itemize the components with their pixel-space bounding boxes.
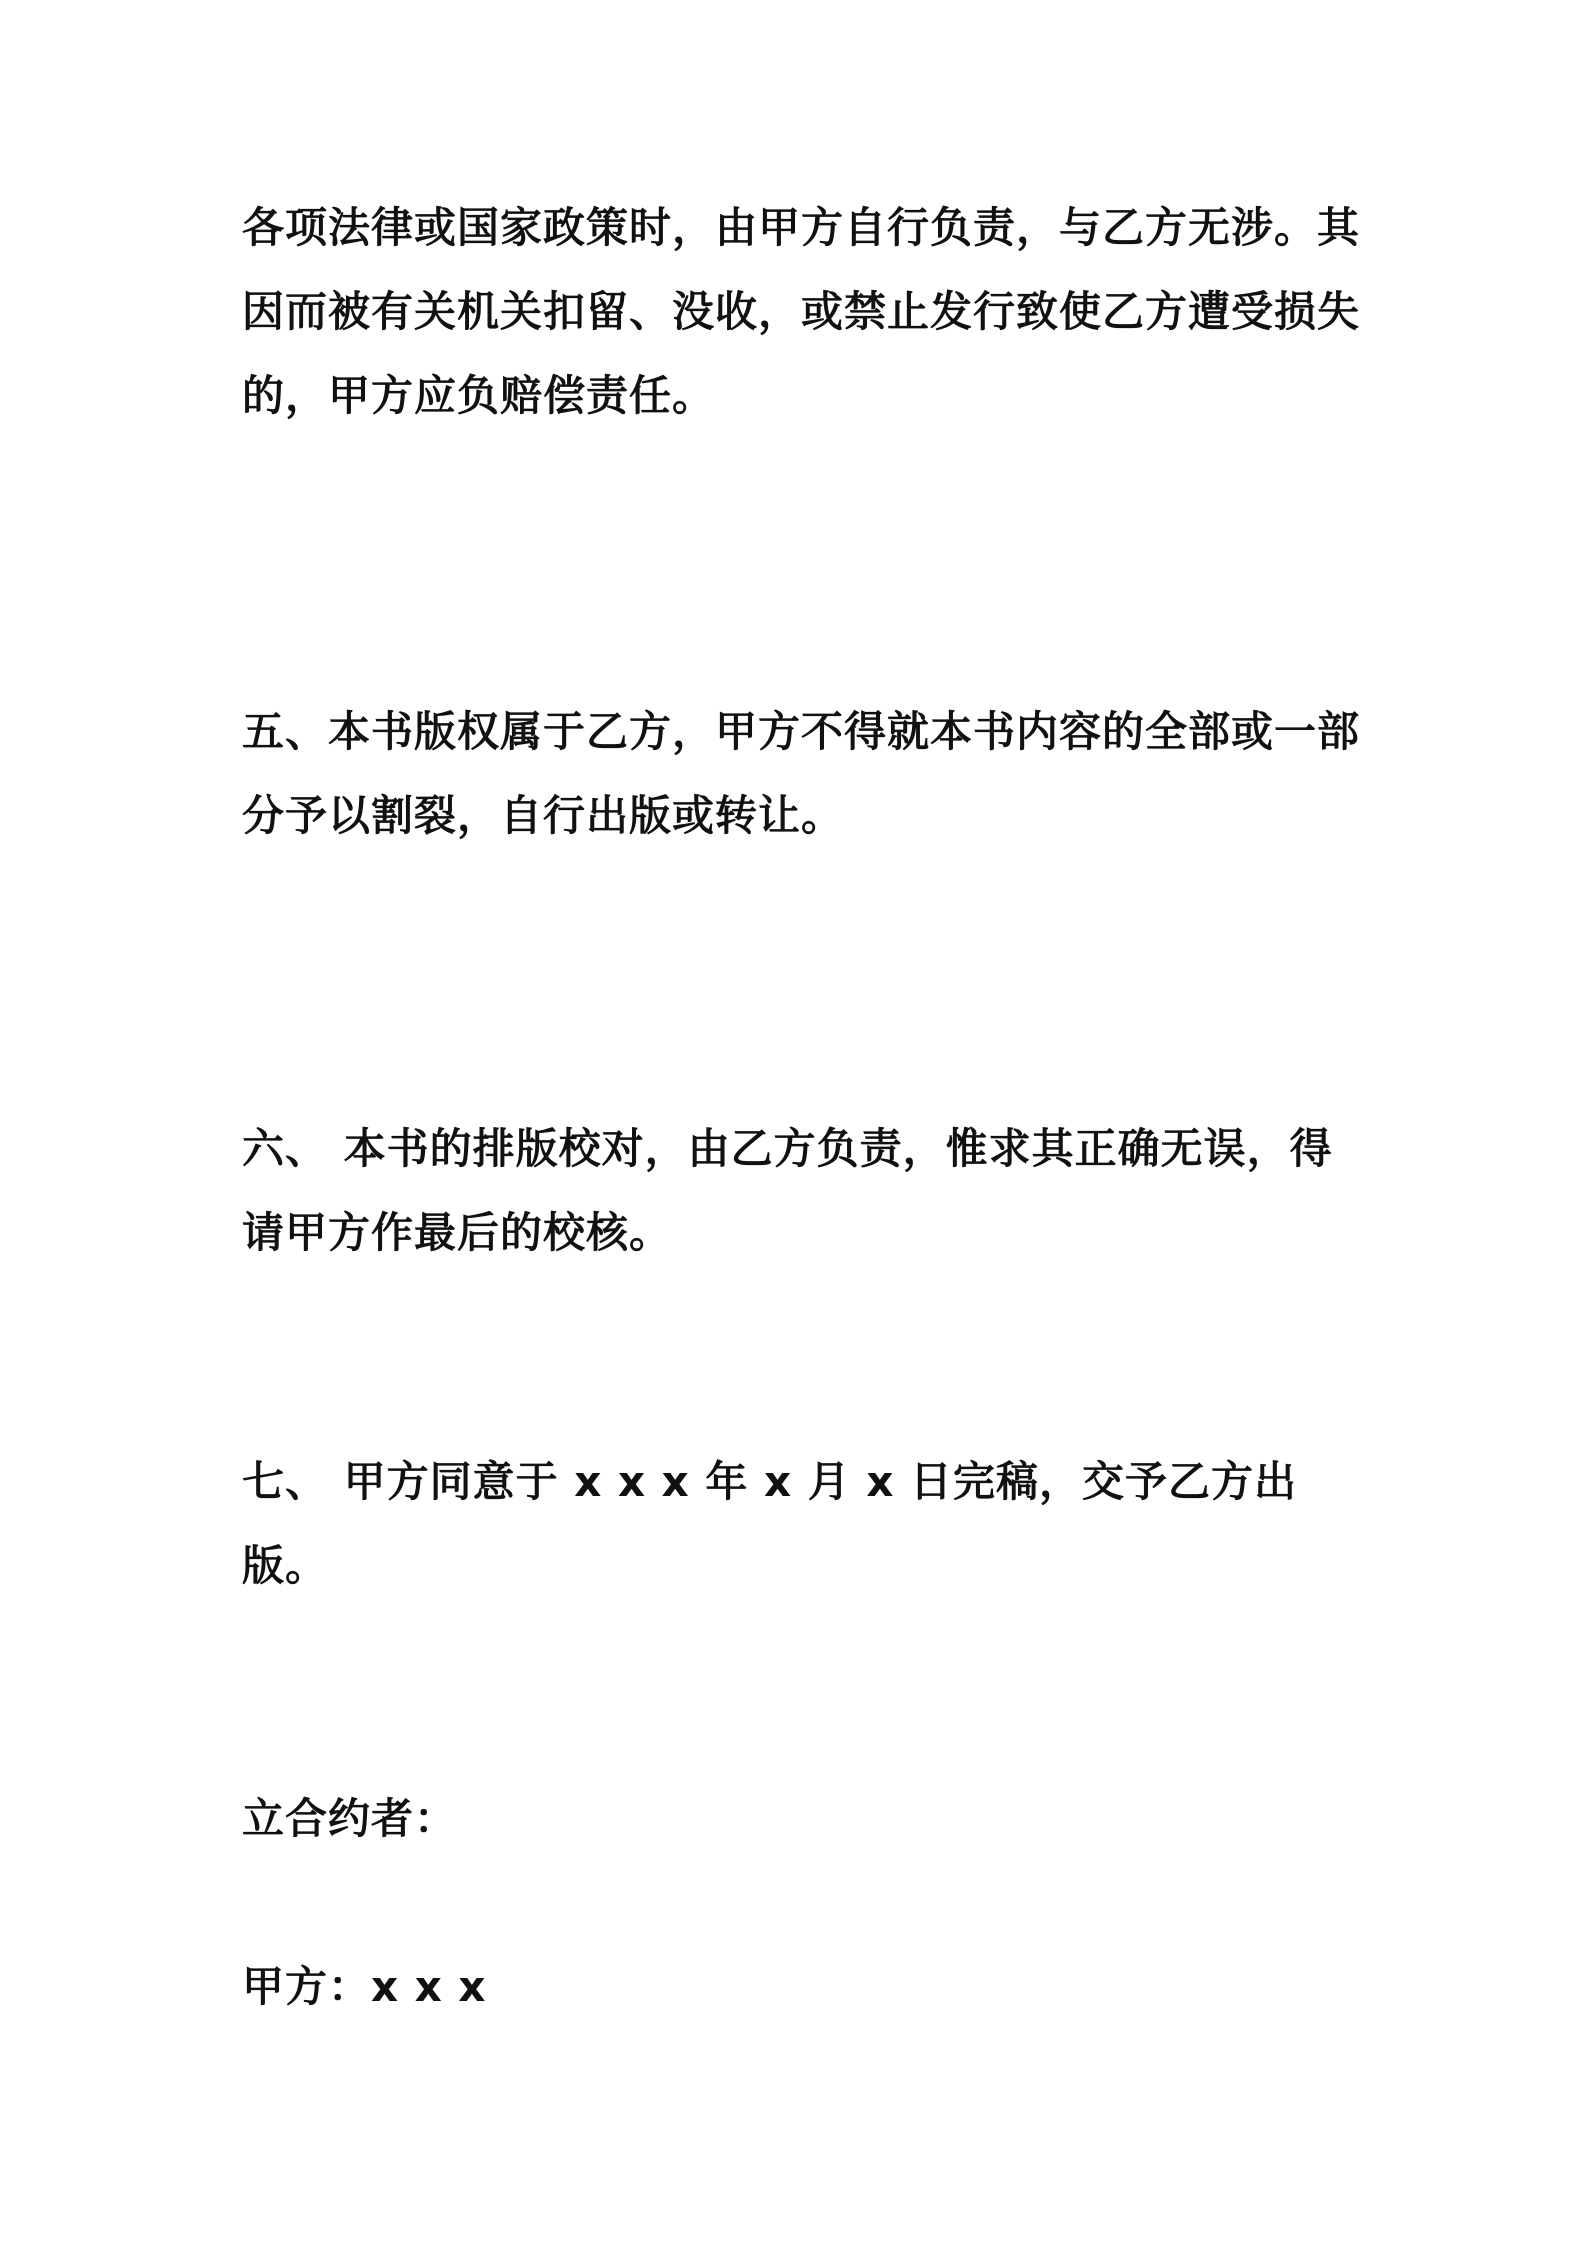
clause-five-paragraph: 五、本书版权属于乙方，甲方不得就本书内容的全部或一部分予以割裂，自行出版或转让。 <box>242 707 1361 840</box>
clause-continuation-paragraph: 各项法律或国家政策时，由甲方自行负责，与乙方无涉。其因而被有关机关扣留、没收，或禁止发行致使乙方遭受损失的，甲方应负赔偿责任。 <box>242 203 1361 420</box>
signatories-heading: 立合约者： <box>242 1794 458 1843</box>
clause-six-paragraph: 六、 本书的排版校对，由乙方负责，惟求其正确无误，得请甲方作最后的校核。 <box>242 1124 1333 1257</box>
party-a-line: 甲方：x x x <box>242 1962 487 2011</box>
clause-seven-paragraph: 七、 甲方同意于 x x x 年 x 月 x 日完稿，交予乙方出版。 <box>242 1457 1298 1590</box>
